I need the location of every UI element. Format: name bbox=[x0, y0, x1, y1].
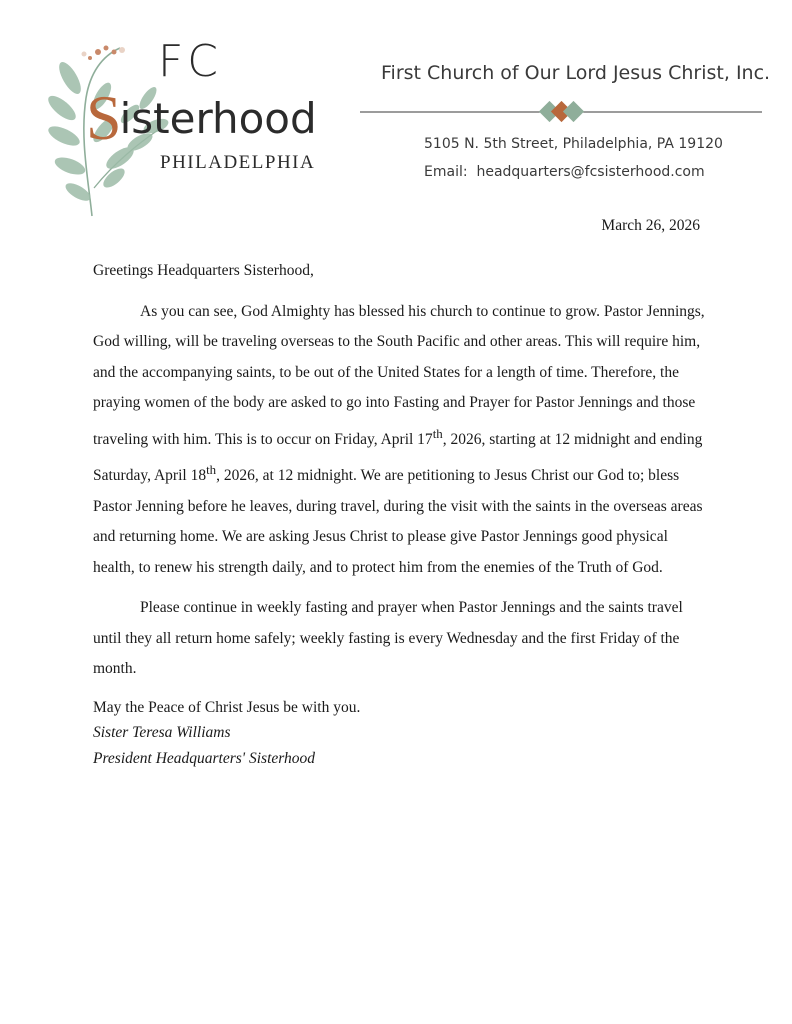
superscript-th: th bbox=[432, 425, 443, 441]
church-email-line bbox=[424, 164, 705, 180]
email-address[interactable]: headquarters@fcsisterhood.com bbox=[476, 164, 705, 180]
header-divider bbox=[360, 101, 762, 123]
church-address: 5105 N. 5th Street, Philadelphia, PA 19120 bbox=[424, 136, 723, 152]
logo-initial-s: S bbox=[86, 82, 122, 153]
closing-line: May the Peace of Christ Jesus be with you. bbox=[93, 698, 361, 716]
signature-title: President Headquarters' Sisterhood bbox=[93, 749, 316, 767]
logo-sisterhood-text bbox=[86, 82, 317, 153]
church-name: First Church of Our Lord Jesus Christ, Inc. bbox=[381, 62, 771, 84]
logo-city-text: PHILADELPHIA bbox=[160, 152, 316, 173]
letter-greeting: Greetings Headquarters Sisterhood, bbox=[93, 262, 314, 279]
signature-name: Sister Teresa Williams bbox=[93, 724, 231, 742]
logo-isterhood: isterhood bbox=[119, 94, 317, 143]
paragraph-1-part-b: , 2026, starting at 12 midnight and ending Saturday, April 18 bbox=[93, 430, 703, 485]
logo-fc-text: FC bbox=[158, 36, 223, 87]
letter-paragraph-1 bbox=[93, 297, 705, 584]
letter-date: March 26, 2026 bbox=[601, 217, 700, 234]
letter-paragraph-2: Please continue in weekly fasting and prayer when Pastor Jennings and the saints travel until they all return home safely; weekly fasting is every Wednesday and the first Friday of the month. bbox=[93, 599, 683, 678]
paragraph-1-part-a: As you can see, God Almighty has blessed his church to continue to grow. Pastor Jennings, God willing, will be traveling overseas to the South Pacific and other areas. This will require him, and the accompanying saints, to be out of the United States for a length of time. Therefore, the praying women of the body are asked to go into Fasting and Prayer for Pastor Jennings and those traveling with him. This is to occur on Friday, April 17 bbox=[93, 302, 705, 448]
email-label: Email: bbox=[424, 164, 468, 180]
paragraph-1-part-c: , 2026, at 12 midnight. We are petitioning to Jesus Christ our God to; bless Pastor Jenning before he leaves, during travel, during the visit with the saints in the overseas areas and returning home. We are asking Jesus Christ to please give Pastor Jennings good physical health, to renew his strength daily, and to protect him from the enemies of the Truth of God. bbox=[93, 467, 703, 576]
letter-closing-block bbox=[93, 695, 705, 772]
letter-body bbox=[93, 256, 705, 771]
superscript-th: th bbox=[206, 462, 217, 478]
